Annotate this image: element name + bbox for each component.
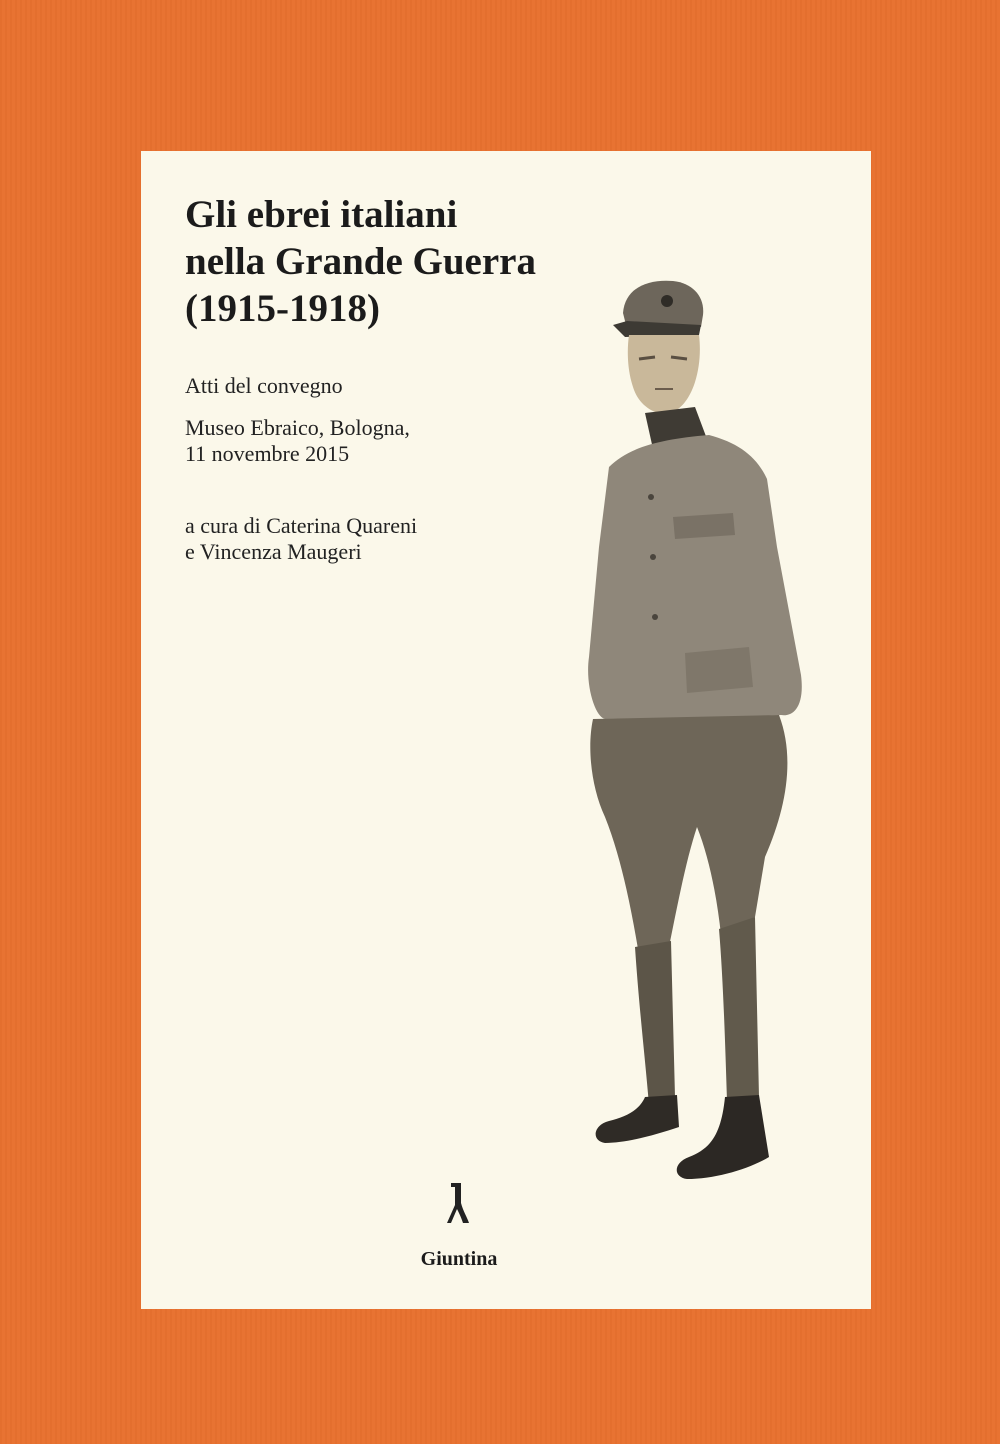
editors-line-1: a cura di Caterina Quareni — [185, 513, 418, 538]
title-line-3: (1915-1918) — [185, 287, 380, 330]
cover-panel — [141, 151, 871, 1309]
title-line-1: Gli ebrei italiani — [185, 193, 458, 236]
venue-line-2: 11 novembre 2015 — [185, 441, 350, 466]
venue — [185, 415, 410, 467]
soldier-photo — [569, 217, 809, 1193]
publisher-logo-icon — [447, 1181, 471, 1225]
editors-line-2: e Vincenza Maugeri — [185, 539, 362, 564]
title-line-2: nella Grande Guerra — [185, 240, 536, 283]
subtitle: Atti del convegno — [185, 373, 343, 398]
publisher-name: Giuntina — [420, 1248, 498, 1270]
venue-line-1: Museo Ebraico, Bologna, — [185, 415, 410, 440]
book-title — [185, 191, 536, 332]
editors — [185, 513, 417, 565]
